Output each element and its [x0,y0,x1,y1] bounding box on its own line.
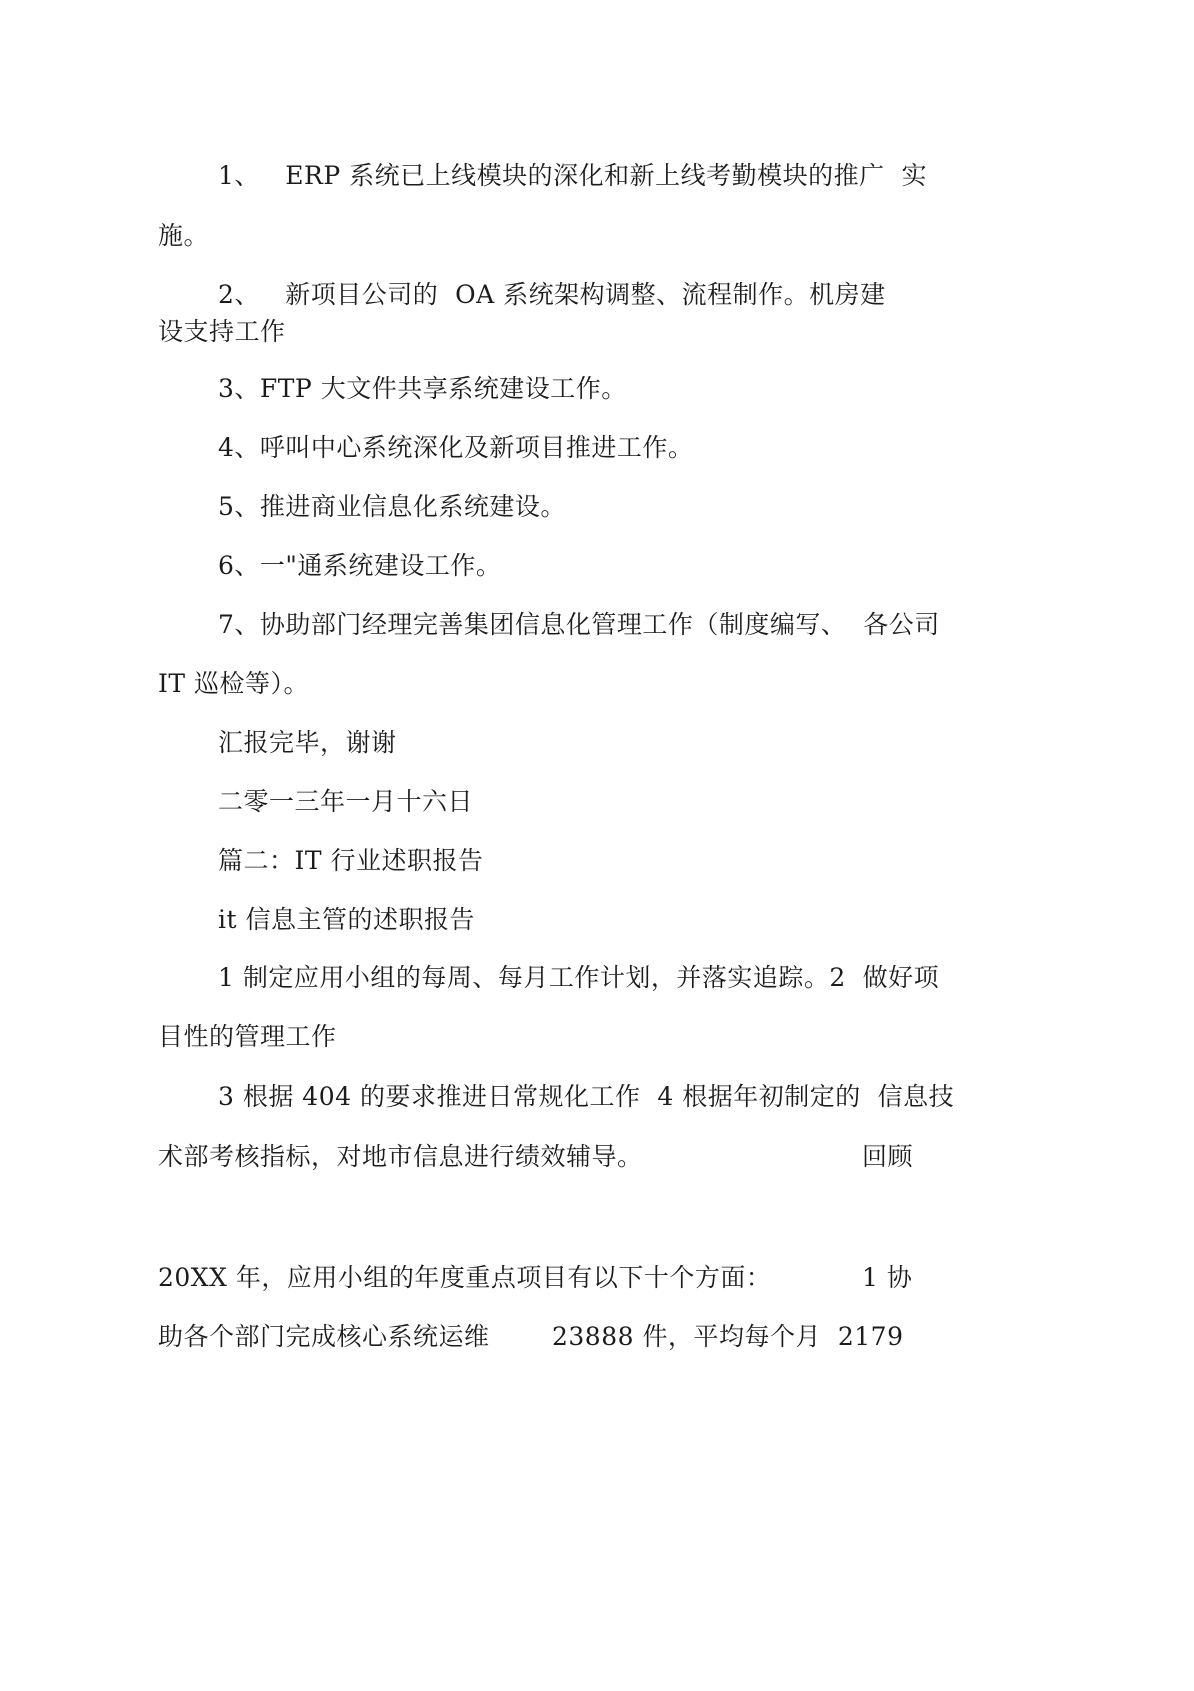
paragraph-3-line-2: 助各个部门完成核心系统运维 [158,1322,490,1351]
paragraph-2-line-2-tail: 回顾 [862,1142,914,1171]
item-3: 3、FTP 大文件共享系统建设工作。 [218,374,627,403]
item-1-line-2: 施。 [158,221,210,250]
paragraph-3-line-1-tail: 1 协 [862,1263,913,1292]
closing-text: 汇报完毕，谢谢 [218,728,397,757]
paragraph-1-line-1: 1 制定应用小组的每周、每月工作计划，并落实追踪。2 做好项 [218,963,940,992]
item-2-line-1: 2、 新项目公司的 OA 系统架构调整、流程制作。机房建 [218,280,886,309]
paragraph-2-line-2: 术部考核指标，对地市信息进行绩效辅导。 [158,1142,643,1171]
item-7-line-2: IT 巡检等）。 [158,669,309,698]
item-5: 5、推进商业信息化系统建设。 [218,492,566,521]
paragraph-3-line-1: 20XX 年，应用小组的年度重点项目有以下十个方面： [158,1263,772,1292]
item-7-line-1: 7、协助部门经理完善集团信息化管理工作（制度编写、 各公司 [218,610,940,639]
item-2-line-2: 设支持工作 [158,317,286,346]
item-4: 4、呼叫中心系统深化及新项目推进工作。 [218,433,694,462]
paragraph-2-line-1: 3 根据 404 的要求推进日常规化工作 4 根据年初制定的 信息技 [218,1082,955,1111]
section-title: 篇二：IT 行业述职报告 [218,846,484,875]
report-subtitle: it 信息主管的述职报告 [218,905,475,934]
report-date: 二零一三年一月十六日 [218,787,474,816]
item-1-line-1: 1、 ERP 系统已上线模块的深化和新上线考勤模块的推广 实 [218,161,927,190]
paragraph-1-line-2: 目性的管理工作 [158,1022,337,1051]
paragraph-3-line-2-tail: 23888 件，平均每个月 2179 [552,1322,904,1351]
item-6: 6、一"通系统建设工作。 [218,551,502,580]
